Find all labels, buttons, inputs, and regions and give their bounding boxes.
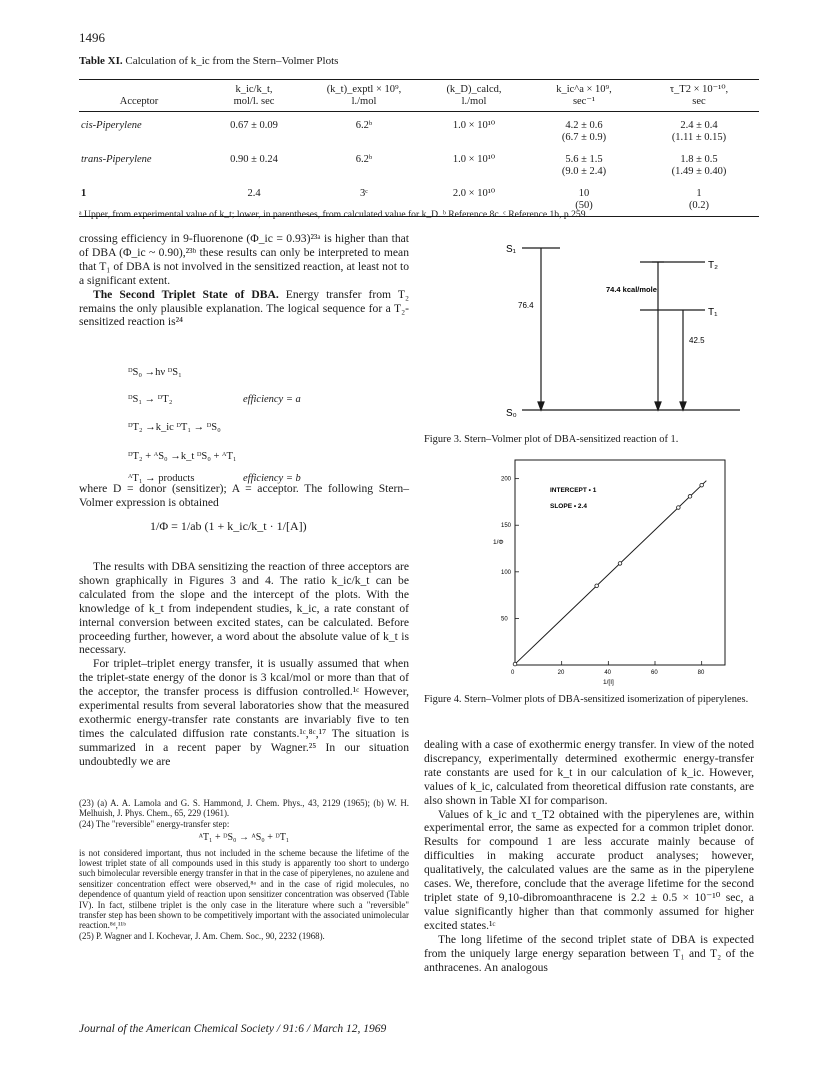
cell-acceptor: trans-Piperylene [81,154,152,165]
data-point [677,506,681,510]
table-row [79,112,759,147]
footnotes [79,798,409,941]
data-point [595,584,599,588]
level-s1-label: S₁ [506,244,517,255]
footnote-24: (24) The "reversible" energy-transfer step: [79,818,230,829]
cell-kd: 1.0 × 10¹⁰ [452,120,496,131]
table-header-row [79,80,759,112]
cell-kt: 6.2ᵇ [355,120,373,131]
cell-tau: 1 (0.2) [639,180,759,217]
cell-acceptor: 1 [79,180,199,217]
header-kd: (k_D)_calcd, l./mol [419,80,529,112]
cell-kic: 10 (50) [529,180,639,217]
y-tick-label: 50 [501,616,508,623]
scheme-efficiency: efficiency = a [243,394,301,405]
paragraph: The long lifetime of the second triplet state of DBA is expected from the uniquely large energy separation between T₁ and T₂ of the anthracenes. An analogous [424,932,754,974]
header-acceptor: Acceptor [79,80,199,112]
table-xi [79,79,759,217]
footnote-23: (23) (a) A. A. Lamola and G. S. Hammond, J. Chem. Phys., 43, 2129 (1965); (b) W. H. Melhuish, J. Phys. Chem., 65, 229 (1961). [79,798,409,819]
data-point [700,483,704,487]
energy-value: 74.4 kcal/mole [606,285,657,294]
level-t1-label: T₁ [708,307,718,318]
page-number: 1496 [79,30,105,45]
header-tau: τ_T2 × 10⁻¹⁰, sec [639,80,759,112]
level-s0-label: S₀ [506,408,517,419]
cell-kt: 3ᶜ [309,180,419,217]
data-point [688,495,692,499]
energy-level-diagram [500,240,760,420]
left-column-body [79,560,409,769]
cell-ratio: 0.67 ± 0.09 [230,120,278,131]
paragraph [79,288,409,330]
stern-volmer-plot [490,452,740,692]
right-column-body [424,738,754,974]
table-caption-text: Calculation of k_ic from the Stern–Volmer Plots [125,55,339,67]
cell-kt: 6.2ᵇ [355,154,373,165]
scheme-step: ᴰS₀ →hν ᴰS₁ [128,367,182,378]
x-axis-label: 1/[I] [603,679,614,686]
x-tick-label: 20 [557,670,565,676]
section-heading: The Second Triplet State of DBA. [93,287,279,301]
paragraph: where D = donor (sensitizer); A = acceptor. The following Stern–Volmer expression is obtained [79,482,409,509]
footnote-24-equation: ᴬT₁ + ᴰS₀ → ᴬS₀ + ᴰT₁ [198,832,290,844]
y-tick-label: 100 [501,569,512,576]
journal-footer: Journal of the American Chemical Society / 91:6 / March 12, 1969 [79,1023,387,1035]
footnote-25: (25) P. Wagner and I. Kochevar, J. Am. Chem. Soc., 90, 2232 (1968). [79,930,325,941]
paragraph: The results with DBA sensitizing the reaction of three acceptors are shown graphically in Figures 3 and 4. The ratio k_ic/k_t can be calculated from the slope and the intercept of the plots. With the knowledge of k_t from independent studies, k_ic, a rate constant of internal conversion between excited states, can be calculated. Before proceeding further, however, a word about the absolute value of k_t is necessary. [79,560,409,657]
scheme-step: ᴰS₁ → ᴰT₂ [128,394,173,405]
data-point [513,662,517,666]
data-table [79,79,759,217]
figure-3-caption: Figure 3. Stern–Volmer plot of DBA-sensitized reaction of 1. [424,434,679,445]
scheme-step: ᴬT₁ → products [128,473,195,484]
y-tick-label: 200 [501,476,512,483]
stern-volmer-equation: 1/Φ = 1/ab (1 + k_ic/k_t · 1/[A]) [150,519,307,533]
cell-acceptor: cis-Piperylene [81,120,142,131]
cell-tau: 2.4 ± 0.4 (1.11 ± 0.15) [671,120,727,143]
x-tick-label: 40 [604,670,612,676]
level-t2-label: T₂ [708,260,718,271]
cell-kd: 1.0 × 10¹⁰ [452,154,496,165]
paragraph-text: Energy transfer from T₂ remains the only plausible explanation. The logical sequence for a T₂-sensitized reaction is²⁴ [79,287,409,329]
slope-label: SLOPE • 2.4 [550,503,587,510]
x-tick-label: 60 [651,670,658,676]
cell-kd: 2.0 × 10¹⁰ [419,180,529,217]
data-point [618,562,622,566]
header-ratio: k_ic/k_t, mol/l. sec [199,80,309,112]
header-kt: (k_t)_exptl × 10⁹, l./mol [309,80,419,112]
intercept-label: INTERCEPT • 1 [550,487,597,494]
cell-ratio: 0.90 ± 0.24 [230,154,278,165]
cell-ratio: 2.4 [199,180,309,217]
x-tick-label: 0 [511,670,515,676]
paragraph: For triplet–triplet energy transfer, it is usually assumed that when the triplet-state energy of the donor is 3 kcal/mol or more than that of the acceptor, the transfer process is diffusion controlled.¹ᶜ However, experimental results from several laboratories show that the measured exothermic energy-transfer rate constants are invariably five to ten times the calculated diffusion rate constants.¹ᶜ,⁸ᶜ,¹⁷ The situation is summarized in a recent paper by Wagner.²⁵ In our situation undoubtedly we are [79,657,409,768]
energy-value: 42.5 [689,336,705,345]
cell-kic: 4.2 ± 0.6 (6.7 ± 0.9) [561,120,607,143]
table-caption [79,55,759,69]
paragraph: Values of k_ic and τ_T2 obtained with the piperylenes are, within experimental error, the same as expected for a common triplet donor. Results for compound 1 are less accurate mainly because of difficulties in making accurate product analyses; however, qualitatively, the calculated values are the same as in the piperylene cases. We, therefore, conclude that the average lifetime for the second triplet state of 9,10-dibromoanthracene is 2.2 ± 0.5 × 10⁻¹⁰ sec, a value significantly higher than that commonly assumed for higher excited states.¹ᶜ [424,807,754,932]
x-tick-label: 80 [697,670,705,676]
scheme-step: ᴰT₂ + ᴬS₀ →k_t ᴰS₀ + ᴬT₁ [128,451,237,462]
footnote-24-text: is not considered important, thus not included in the scheme because the lifetime of the lowest triplet state of all compounds used in this study is apparently too short to undergo such bimolecular reversible energy transfer in that in the case of piperylenes, no azulene and sensitizer concentration effect were observed,⁸ᵃ and in the case of rigid molecules, no dependence of quantum yield of reaction upon sensitizer concentration was observed (Table IV). In fact, stilbene triplet is the only case in the literature where such a "reversible" transfer step has been shown to be competitively important with the associated unimolecular reaction.⁸ᵈ,¹¹ᵇ [79,847,409,931]
left-column-intro [79,232,409,329]
table-footnote: ᵃ Upper, from experimental value of k_t; lower, in parentheses, from calculated value for k_D. ᵇ Reference 8c. ᶜ Reference 1b, p 259. [79,209,588,220]
table-row [79,146,759,180]
figure-4-caption: Figure 4. Stern–Volmer plots of DBA-sensitized isomerization of piperylenes. [424,694,749,705]
cell-tau: 1.8 ± 0.5 (1.49 ± 0.40) [671,154,727,177]
paragraph: dealing with a case of exothermic energy transfer. In view of the noted discrepancy, experimentally determined exothermic energy-transfer rate constants are used for k_t in our calculation of k_ic. However, values of k_ic, calculated from theoretical diffusion rate constants, are also shown in Table XI for comparison. [424,738,754,807]
paragraph: crossing efficiency in 9-fluorenone (Φ_ic = 0.93)²³ᵃ is higher than that of DBA (Φ_ic ~ 0.90),²³ᵇ these results can only be interpreted to mean that T₁ of DBA is not involved in the sensitized reaction, at least not to a significant extent. [79,232,409,287]
scheme-efficiency: efficiency = b [243,473,301,484]
energy-value: 76.4 [518,301,534,310]
left-column-mid [79,482,409,510]
table-caption-label: Table XI. [79,55,123,67]
y-axis-label: 1/Φ [493,539,504,546]
header-kic: k_ic^a × 10⁹, sec⁻¹ [529,80,639,112]
cell-kic: 5.6 ± 1.5 (9.0 ± 2.4) [561,154,607,177]
scheme-step: ᴰT₂ →k_ic ᴰT₁ → ᴰS₀ [128,422,221,433]
y-tick-label: 150 [501,523,512,530]
